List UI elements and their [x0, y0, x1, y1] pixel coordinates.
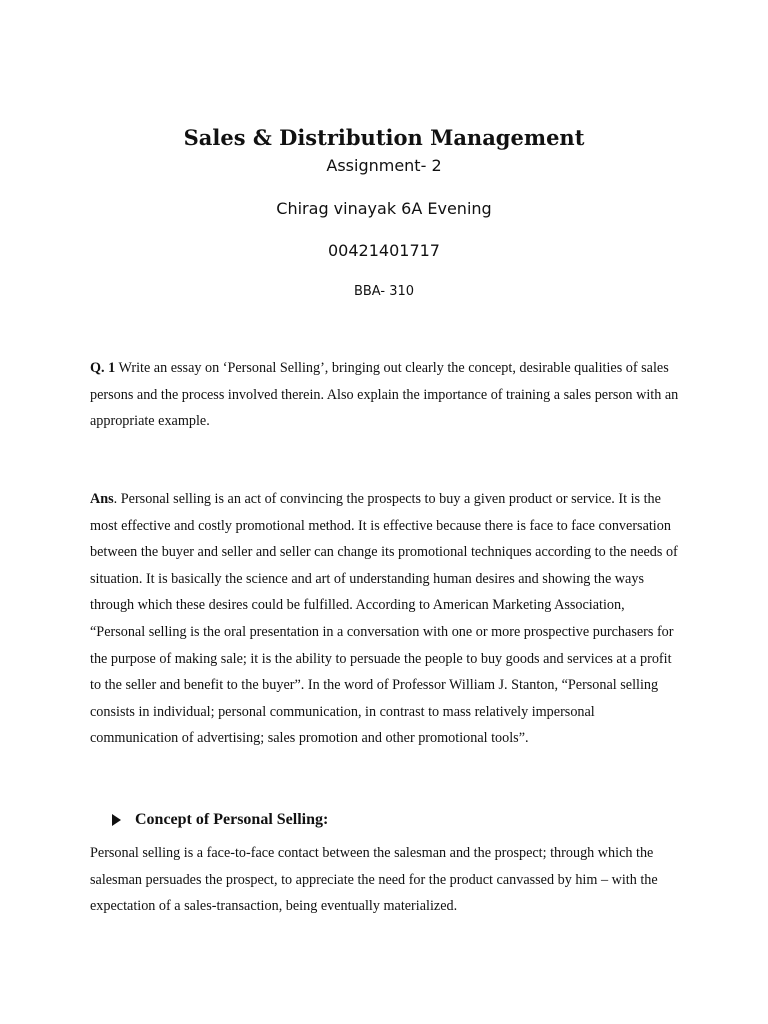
- roll-number: 00421401717: [328, 241, 440, 260]
- answer-text: . Personal selling is an act of convincing the prospects to buy a given product or service. It is the most effective and costly promotional method. It is effective because there is face to face conversation between the buyer and seller and seller can change its promotional techniques according to the needs of situation. It is basically the science and art of understanding human desires and showing the ways through which these desires could be fulfilled. According to American Marketing Association, “Personal selling is the oral presentation in a conversation with one or more prospective purchasers for the purpose of making sale; it is the ability to persuade the people to buy goods and services at a profit to the seller and benefit to the buyer”. In the word of Professor William J. Stanton, “Personal selling consists in individual; personal communication, in contrast to mass relatively impersonal communication of advertising; sales promotion and other promotional tools”.: [90, 491, 678, 747]
- concept-heading-row: [112, 811, 328, 829]
- answer-label: Ans: [90, 491, 114, 507]
- student-info: Chirag vinayak 6A Evening: [276, 199, 492, 218]
- document-title: Sales & Distribution Management: [183, 125, 585, 150]
- concept-heading: Concept of Personal Selling:: [135, 811, 329, 828]
- question-label: Q. 1: [90, 360, 116, 376]
- question-paragraph: [90, 355, 682, 435]
- arrow-bullet-icon: [112, 814, 121, 826]
- concept-paragraph: Personal selling is a face-to-face contact between the salesman and the prospect; through which the salesman persuades the prospect, to appreciate the need for the product canvassed by him – with the expectation of a sales-transaction, being eventually materialized.: [90, 845, 658, 915]
- answer-paragraph: [90, 486, 682, 752]
- course-code: BBA- 310: [353, 284, 415, 299]
- question-text: Write an essay on ‘Personal Selling’, bringing out clearly the concept, desirable qualities of sales persons and the process involved therein. Also explain the importance of training a sales person with an appropriate example.: [90, 360, 679, 430]
- assignment-number: Assignment- 2: [326, 156, 442, 175]
